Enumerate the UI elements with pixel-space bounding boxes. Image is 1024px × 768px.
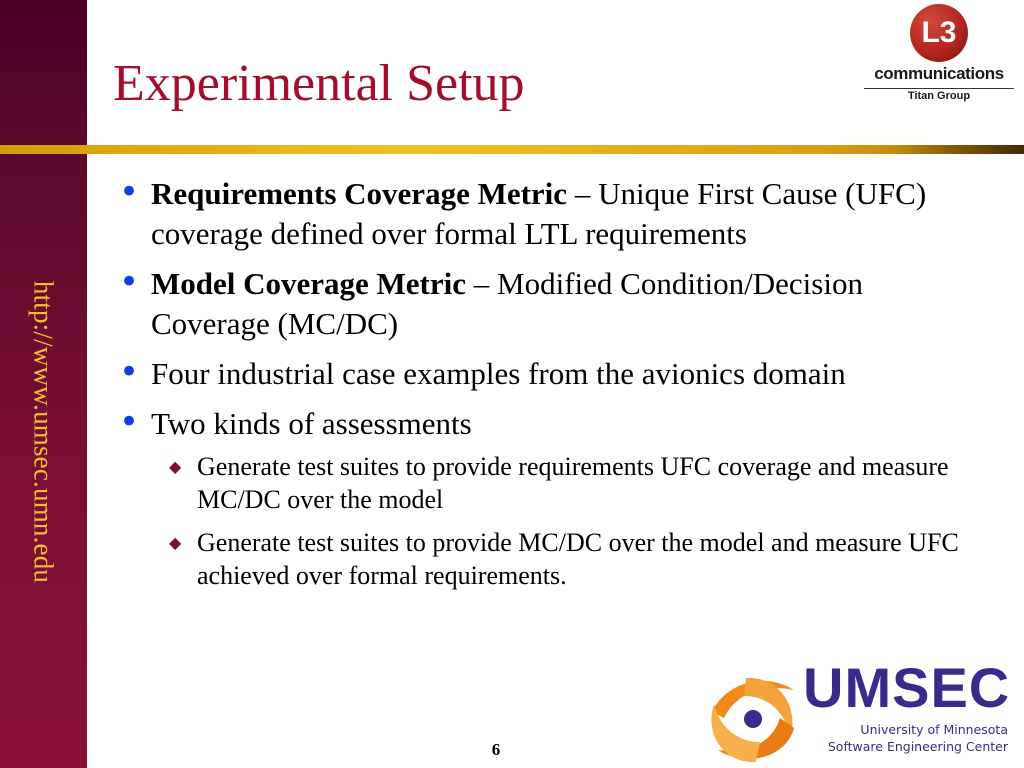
title-divider-bar [0,145,1024,154]
bullet-body: – Modified Condition/Decision Coverage (MC/DC) [151,266,863,341]
umsec-center-line: Software Engineering Center [827,739,1008,754]
l3-mark-icon: L3 [910,4,968,62]
sidebar-band [0,0,87,768]
sub-bullet-item [151,450,970,516]
umsec-wordmark: UMSEC [803,656,1011,719]
l3-logo-wordmark: communications [874,64,1004,83]
bullet-item [110,264,970,344]
divider-shadow [894,145,1024,154]
sub-bullet-list [151,450,970,592]
bullet-dot-icon: • [119,262,140,302]
umsec-university-line: University of Minnesota [860,722,1008,737]
bullet-item [110,174,970,254]
bullet-bold-label: Requirements Coverage Metric [151,176,568,211]
bullet-text [151,174,970,254]
umsec-swirl-icon [706,672,800,764]
l3-logo-rule [864,88,1014,89]
diamond-bullet-icon: ◆ [169,533,182,552]
bullet-body: – Unique First Cause (UFC) coverage defined over formal LTL requirements [151,176,927,251]
bullet-dot-icon: • [119,402,140,442]
slide-title: Experimental Setup [113,55,525,112]
l3-logo-subtitle: Titan Group [907,90,971,102]
umsec-logo [706,656,1016,764]
bullet-list [110,174,970,602]
bullet-dot-icon: • [119,352,140,392]
bullet-body: Two kinds of assessments [151,406,472,441]
sidebar-url-text: http://www.umsec.umn.edu [28,280,59,584]
l3-communications-logo [862,4,1020,104]
bullet-text [151,264,970,344]
diamond-bullet-icon: ◆ [169,457,182,476]
sub-bullet-item [151,526,970,592]
sub-bullet-text: Generate test suites to provide requirements UFC coverage and measure MC/DC over the model [197,452,949,514]
bullet-dot-icon: • [119,172,140,212]
page-number: 6 [491,740,501,759]
bullet-item [110,404,970,592]
bullet-body: Four industrial case examples from the avionics domain [151,356,846,391]
bullet-item [110,354,970,394]
sub-bullet-text: Generate test suites to provide MC/DC over the model and measure UFC achieved over formal requirements. [197,528,959,590]
bullet-bold-label: Model Coverage Metric [151,266,467,301]
